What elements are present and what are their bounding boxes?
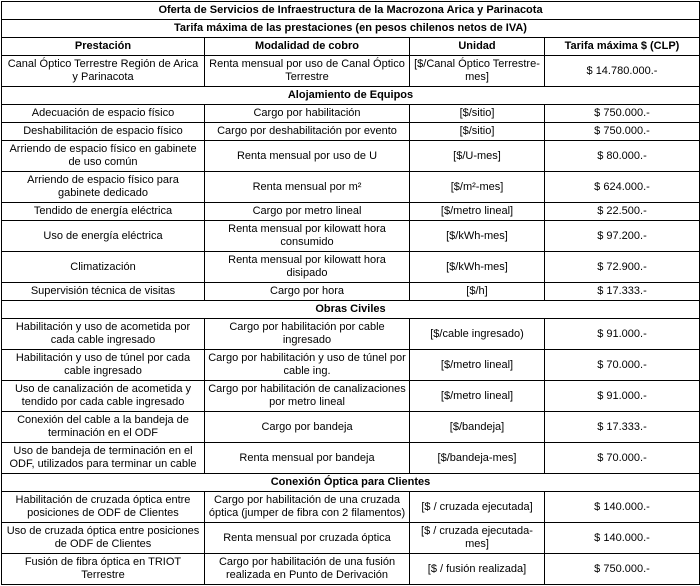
column-header: Unidad [410,38,545,56]
prestacion-cell: Arriendo de espacio físico para gabinete dedicado [2,172,205,203]
prestacion-cell: Habilitación de cruzada óptica entre posiciones de ODF de Clientes [2,492,205,523]
table-row [2,381,700,412]
table-row [2,56,700,87]
prestacion-cell: Habilitación y uso de túnel por cada cable ingresado [2,350,205,381]
table-row [2,443,700,474]
unidad-cell: [$/metro lineal] [410,350,545,381]
column-header: Prestación [2,38,205,56]
section-header-row [2,301,700,319]
unidad-cell: [$/h] [410,283,545,301]
prestacion-cell: Deshabilitación de espacio físico [2,123,205,141]
tarifa-cell: $ 17.333.- [545,412,700,443]
section-header-row [2,87,700,105]
table-row [2,105,700,123]
unidad-cell: [$/Canal Óptico Terrestre-mes] [410,56,545,87]
table-row [2,319,700,350]
modalidad-cell: Cargo por habilitación de una cruzada óptica (jumper de fibra con 2 filamentos) [205,492,410,523]
column-header: Tarifa máxima $ (CLP) [545,38,700,56]
tarifa-cell: $ 17.333.- [545,283,700,301]
tariff-table-body [2,2,700,585]
tarifa-cell: $ 91.000.- [545,381,700,412]
modalidad-cell: Renta mensual por uso de Canal Óptico Terrestre [205,56,410,87]
modalidad-cell: Cargo por habilitación por cable ingresado [205,319,410,350]
modalidad-cell: Renta mensual por kilowatt hora disipado [205,252,410,283]
section-header-row [2,474,700,492]
unidad-cell: [$/bandeja-mes] [410,443,545,474]
tariff-table [1,1,700,585]
tarifa-cell: $ 140.000.- [545,492,700,523]
prestacion-cell: Arriendo de espacio físico en gabinete de uso común [2,141,205,172]
prestacion-cell: Climatización [2,252,205,283]
table-row [2,523,700,554]
modalidad-cell: Cargo por habilitación de canalizaciones por metro lineal [205,381,410,412]
section-title: Conexión Óptica para Clientes [2,474,700,492]
table-row [2,221,700,252]
tarifa-cell: $ 750.000.- [545,123,700,141]
table-row [2,554,700,585]
prestacion-cell: Adecuación de espacio físico [2,105,205,123]
table-row [2,412,700,443]
modalidad-cell: Cargo por deshabilitación por evento [205,123,410,141]
modalidad-cell: Cargo por habilitación [205,105,410,123]
unidad-cell: [$/sitio] [410,123,545,141]
tarifa-cell: $ 72.900.- [545,252,700,283]
unidad-cell: [$ / fusión realizada] [410,554,545,585]
prestacion-cell: Conexión del cable a la bandeja de terminación en el ODF [2,412,205,443]
column-header: Modalidad de cobro [205,38,410,56]
table-row [2,123,700,141]
modalidad-cell: Renta mensual por cruzada óptica [205,523,410,554]
unidad-cell: [$/U-mes] [410,141,545,172]
prestacion-cell: Habilitación y uso de acometida por cada cable ingresado [2,319,205,350]
title-row [2,2,700,20]
prestacion-cell: Supervisión técnica de visitas [2,283,205,301]
tarifa-cell: $ 91.000.- [545,319,700,350]
tarifa-cell: $ 22.500.- [545,203,700,221]
modalidad-cell: Renta mensual por m² [205,172,410,203]
table-title: Oferta de Servicios de Infraestructura de la Macrozona Arica y Parinacota [2,2,700,20]
unidad-cell: [$/m²-mes] [410,172,545,203]
table-subtitle: Tarifa máxima de las prestaciones (en pesos chilenos netos de IVA) [2,20,700,38]
tarifa-cell: $ 70.000.- [545,350,700,381]
unidad-cell: [$/bandeja] [410,412,545,443]
table-row [2,141,700,172]
tarifa-cell: $ 750.000.- [545,554,700,585]
table-row [2,283,700,301]
prestacion-cell: Canal Óptico Terrestre Región de Arica y Parinacota [2,56,205,87]
modalidad-cell: Cargo por habilitación de una fusión realizada en Punto de Derivación [205,554,410,585]
modalidad-cell: Renta mensual por bandeja [205,443,410,474]
table-row [2,350,700,381]
modalidad-cell: Cargo por habilitación y uso de túnel por cable ing. [205,350,410,381]
prestacion-cell: Uso de cruzada óptica entre posiciones de ODF de Clientes [2,523,205,554]
modalidad-cell: Cargo por metro lineal [205,203,410,221]
unidad-cell: [$/metro lineal] [410,381,545,412]
unidad-cell: [$/cable ingresado) [410,319,545,350]
modalidad-cell: Cargo por bandeja [205,412,410,443]
modalidad-cell: Renta mensual por uso de U [205,141,410,172]
modalidad-cell: Cargo por hora [205,283,410,301]
tarifa-cell: $ 624.000.- [545,172,700,203]
prestacion-cell: Uso de energía eléctrica [2,221,205,252]
table-row [2,492,700,523]
section-title: Alojamiento de Equipos [2,87,700,105]
unidad-cell: [$/metro lineal] [410,203,545,221]
prestacion-cell: Fusión de fibra óptica en TRIOT Terrestre [2,554,205,585]
tarifa-cell: $ 70.000.- [545,443,700,474]
table-row [2,203,700,221]
subtitle-row [2,20,700,38]
tarifa-cell: $ 14.780.000.- [545,56,700,87]
table-row [2,252,700,283]
section-title: Obras Civiles [2,301,700,319]
tarifa-cell: $ 750.000.- [545,105,700,123]
table-row [2,172,700,203]
unidad-cell: [$ / cruzada ejecutada] [410,492,545,523]
unidad-cell: [$/kWh-mes] [410,221,545,252]
modalidad-cell: Renta mensual por kilowatt hora consumido [205,221,410,252]
unidad-cell: [$ / cruzada ejecutada-mes] [410,523,545,554]
prestacion-cell: Uso de canalización de acometida y tendido por cada cable ingresado [2,381,205,412]
tarifa-cell: $ 80.000.- [545,141,700,172]
column-header-row [2,38,700,56]
tarifa-cell: $ 140.000.- [545,523,700,554]
prestacion-cell: Tendido de energía eléctrica [2,203,205,221]
tarifa-cell: $ 97.200.- [545,221,700,252]
prestacion-cell: Uso de bandeja de terminación en el ODF, utilizados para terminar un cable [2,443,205,474]
unidad-cell: [$/sitio] [410,105,545,123]
unidad-cell: [$/kWh-mes] [410,252,545,283]
